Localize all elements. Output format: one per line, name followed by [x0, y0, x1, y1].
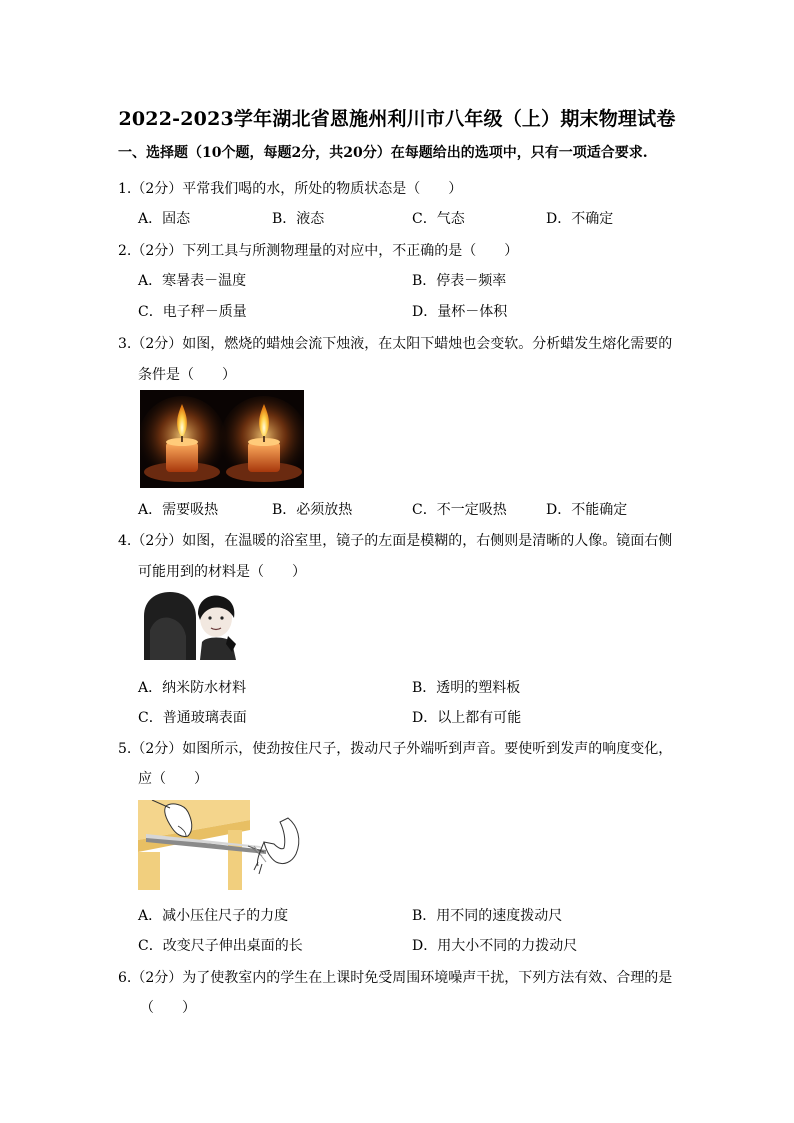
mirror-figure — [140, 590, 240, 660]
question-1-stem: 1.（2分）平常我们喝的水，所处的物质状态是（ ） — [118, 181, 463, 197]
question-5-option-d[interactable]: D．用大小不同的力拨动尺 — [412, 938, 578, 954]
question-3-option-c[interactable]: C．不一定吸热 — [412, 502, 507, 518]
question-5-option-b[interactable]: B．用不同的速度拨动尺 — [412, 908, 563, 924]
question-3-stem-line-1: 3.（2分）如图，燃烧的蜡烛会流下烛液，在太阳下蜡烛也会变软。分析蜡发生熔化需要的 — [118, 336, 673, 352]
page-title: 2022-2023学年湖北省恩施州利川市八年级（上）期末物理试卷 — [118, 108, 676, 130]
question-1-option-b[interactable]: B．液态 — [272, 211, 325, 227]
question-4-option-b[interactable]: B．透明的塑料板 — [412, 680, 521, 696]
question-2-option-b[interactable]: B．停表－频率 — [412, 273, 507, 289]
question-4-option-c[interactable]: C．普通玻璃表面 — [138, 710, 247, 726]
question-2-option-d[interactable]: D．量杯－体积 — [412, 304, 508, 320]
mirror-left-foggy — [144, 592, 196, 660]
question-1-option-d[interactable]: D．不确定 — [546, 211, 614, 227]
question-3-option-d[interactable]: D．不能确定 — [546, 502, 628, 518]
question-4-option-a[interactable]: A．纳米防水材料 — [138, 680, 247, 696]
question-3-stem-line-2: 条件是（ ） — [138, 367, 236, 383]
question-2-option-c[interactable]: C．电子秤－质量 — [138, 304, 247, 320]
question-2-stem: 2.（2分）下列工具与所测物理量的对应中，不正确的是（ ） — [118, 243, 519, 259]
question-1-option-c[interactable]: C．气态 — [412, 211, 465, 227]
question-2-option-a[interactable]: A．寒暑表－温度 — [138, 273, 247, 289]
question-5-option-c[interactable]: C．改变尺子伸出桌面的长 — [138, 938, 303, 954]
ruler-figure — [138, 800, 306, 890]
question-4-option-d[interactable]: D．以上都有可能 — [412, 710, 522, 726]
question-4-stem-line-1: 4.（2分）如图，在温暖的浴室里，镜子的左面是模糊的，右侧则是清晰的人像。镜面右侧 — [118, 533, 673, 549]
question-6-stem-line-1: 6.（2分）为了使教室内的学生在上课时免受周围环境噪声干扰，下列方法有效、合理的是 — [118, 970, 673, 986]
candle-left — [140, 396, 226, 484]
question-4-stem-line-2: 可能用到的材料是（ ） — [138, 564, 306, 580]
question-6-stem-line-2: （ ） — [140, 1000, 196, 1016]
section-heading: 一、选择题（10个题，每题2分，共20分）在每题给出的选项中，只有一项适合要求. — [118, 145, 648, 161]
candle-figure — [140, 390, 304, 488]
question-3-option-a[interactable]: A．需要吸热 — [138, 502, 219, 518]
question-5-option-a[interactable]: A．减小压住尺子的力度 — [138, 908, 289, 924]
question-1-option-a[interactable]: A．固态 — [138, 211, 191, 227]
question-3-option-b[interactable]: B．必须放热 — [272, 502, 353, 518]
question-5-stem-line-1: 5.（2分）如图所示，使劲按住尺子，拨动尺子外端听到声音。要使听到发声的响度变化， — [118, 741, 673, 757]
question-5-stem-line-2: 应（ ） — [138, 771, 208, 787]
candle-right — [220, 396, 304, 484]
